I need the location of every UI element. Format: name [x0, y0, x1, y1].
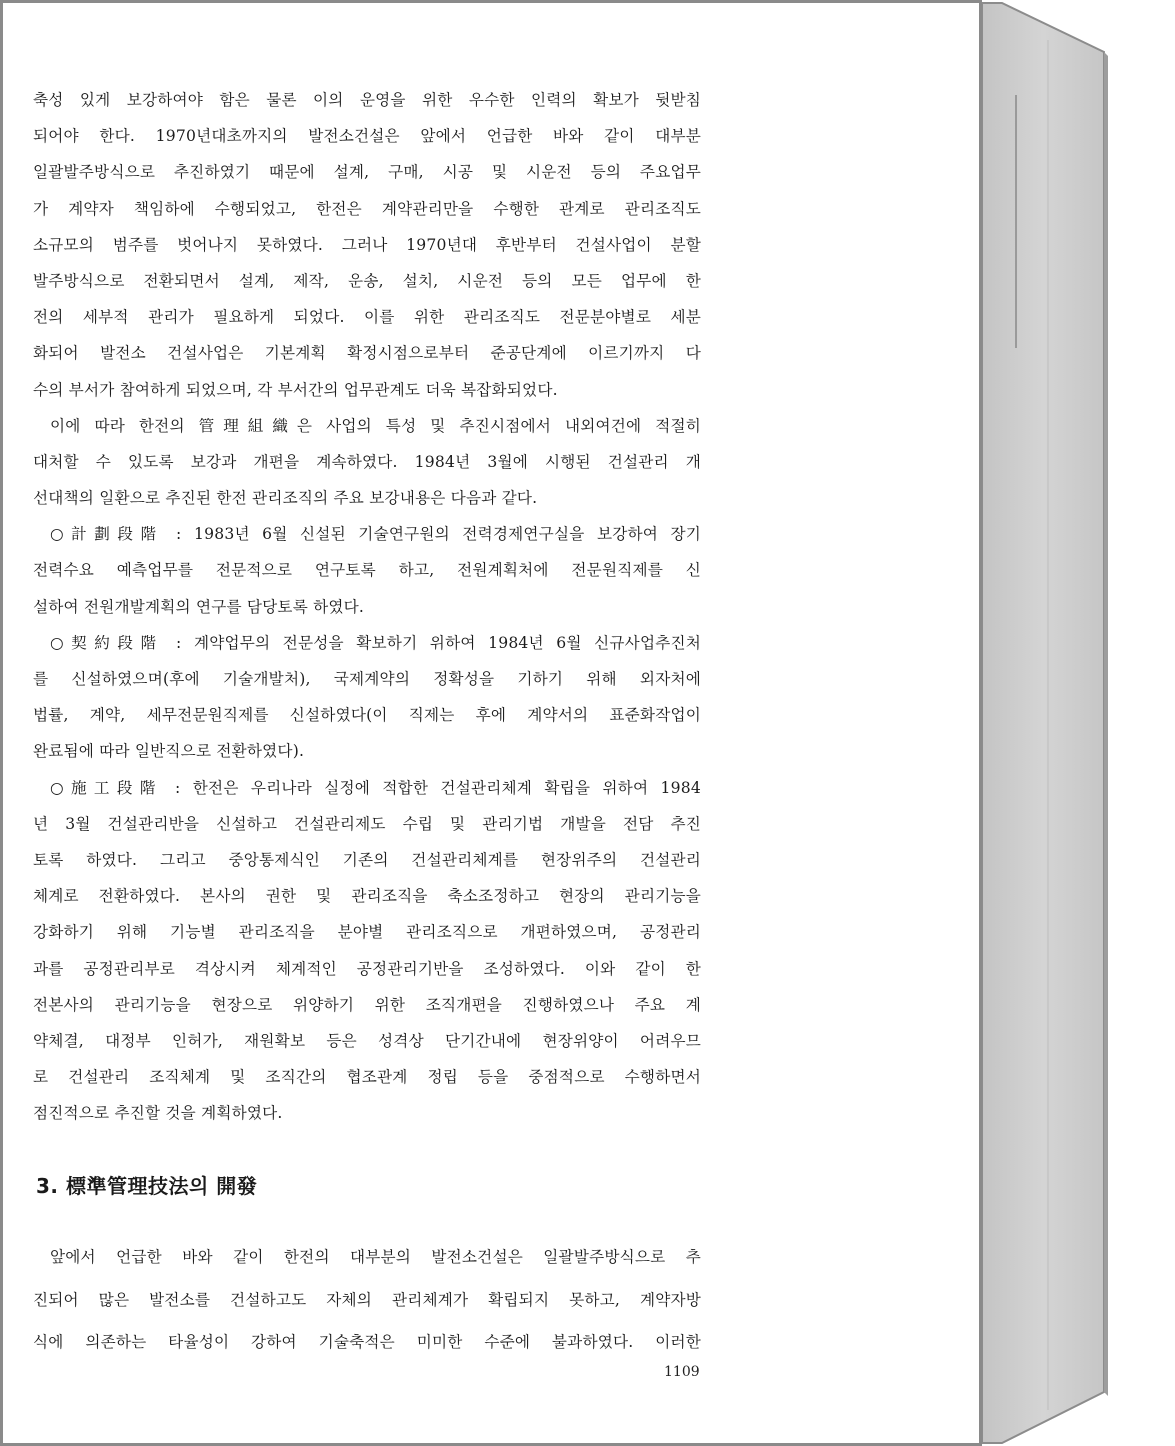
text-line: 축성 있게 보강하여야 함은 물론 이의 운영을 위한 우수한 인력의 확보가 뒷받침: [33, 91, 701, 109]
text-line: 소규모의 범주를 벗어나지 못하였다. 그러나 1970년대 후반부터 건설사업이 분할: [33, 235, 701, 254]
book-edge-graphic: [982, 0, 1175, 1446]
text-line: ○契約段階 : 계약업무의 전문성을 확보하기 위하여 1984년 6월 신규사업추진처: [50, 633, 701, 652]
text-line: 화되어 발전소 건설사업은 기본계획 확정시점으로부터 준공단계에 이르기까지 다: [33, 344, 701, 363]
text-line: 완료됨에 따라 일반직으로 전환하였다).: [33, 742, 305, 761]
text-line: 로 건설관리 조직체계 및 조직간의 협조관계 정립 등을 중점적으로 수행하면서: [33, 1068, 701, 1087]
body-text: [33, 82, 701, 1131]
text-line: 를 신설하였으며(후에 기술개발처), 국제계약의 정확성을 기하기 위해 외자처에: [33, 670, 701, 688]
text-line: 법률, 계약, 세무전문원직제를 신설하였다(이 직제는 후에 계약서의 표준화작업이: [33, 706, 701, 725]
text-line: ○計劃段階 : 1983년 6월 신설된 기술연구원의 전력경제연구실을 보강하여 장기: [50, 525, 701, 544]
text-line: 대처할 수 있도록 보강과 개편을 계속하였다. 1984년 3월에 시행된 건설관리 개: [33, 452, 701, 471]
text-line: 약체결, 대정부 인허가, 재원확보 등은 성격상 단기간내에 현장위양이 어려우므: [33, 1031, 701, 1050]
text-line: 년 3월 건설관리반을 신설하고 건설관리제도 수립 및 관리기법 개발을 전담 추진: [33, 814, 701, 833]
text-line: 식에 의존하는 타율성이 강하여 기술축적은 미미한 수준에 불과하였다. 이러한: [33, 1333, 701, 1351]
text-line: 토록 하였다. 그리고 중앙통제식인 기존의 건설관리체계를 현장위주의 건설관리: [33, 850, 701, 869]
paragraph-1: [33, 82, 701, 408]
text-line: 점진적으로 추진할 것을 계획하였다.: [33, 1104, 283, 1123]
text-line: ○施工段階 : 한전은 우리나라 실정에 적합한 건설관리체계 확립을 위하여 1984: [50, 778, 701, 797]
text-line: 설하여 전원개발계획의 연구를 담당토록 하였다.: [33, 597, 365, 616]
text-line: 전의 세부적 관리가 필요하게 되었다. 이를 위한 관리조직도 전문분야별로 세분: [33, 308, 701, 327]
text-line: 전력수요 예측업무를 전문적으로 연구토록 하고, 전원계획처에 전문원직제를 신: [33, 561, 701, 580]
page-number: 1109: [664, 1364, 700, 1380]
text-line: 강화하기 위해 기능별 관리조직을 분야별 관리조직으로 개편하였으며, 공정관리: [33, 923, 701, 942]
section-paragraph: [33, 1236, 701, 1364]
paragraph-2: [33, 408, 701, 517]
item-contract-stage: [33, 625, 701, 770]
text-line: 발주방식으로 전환되면서 설계, 제작, 운송, 설치, 시운전 등의 모든 업무에 한: [33, 271, 701, 290]
text-line: 선대책의 일환으로 추진된 한전 관리조직의 주요 보강내용은 다음과 같다.: [33, 489, 538, 508]
text-line: 앞에서 언급한 바와 같이 한전의 대부분의 발전소건설은 일괄발주방식으로 추: [50, 1248, 701, 1266]
text-line: 이에 따라 한전의 管理組織은 사업의 특성 및 추진시점에서 내외여건에 적절히: [50, 416, 701, 435]
text-line: 진되어 많은 발전소를 건설하고도 자체의 관리체계가 확립되지 못하고, 계약자방: [33, 1290, 701, 1309]
text-line: 전본사의 관리기능을 현장으로 위양하기 위한 조직개편을 진행하였으나 주요 계: [33, 995, 701, 1014]
section-heading: 3. 標準管理技法의 開發: [36, 1174, 258, 1198]
text-line: 가 계약자 책임하에 수행되었고, 한전은 계약관리만을 수행한 관계로 관리조직도: [33, 199, 701, 218]
text-line: 과를 공정관리부로 격상시켜 체계적인 공정관리기반을 조성하였다. 이와 같이 한: [33, 959, 701, 978]
text-line: 되어야 한다. 1970년대초까지의 발전소건설은 앞에서 언급한 바와 같이 대부분: [33, 127, 701, 146]
text-line: 체계로 전환하였다. 본사의 권한 및 관리조직을 축소조정하고 현장의 관리기능을: [33, 887, 701, 906]
item-planning-stage: [33, 516, 701, 625]
book-edge: [982, 0, 1175, 1446]
text-line: 수의 부서가 참여하게 되었으며, 각 부서간의 업무관계도 더욱 복잡화되었다.: [33, 380, 558, 399]
item-construction-stage: [33, 770, 701, 1132]
text-line: 일괄발주방식으로 추진하였기 때문에 설계, 구매, 시공 및 시운전 등의 주요업무: [33, 163, 701, 182]
